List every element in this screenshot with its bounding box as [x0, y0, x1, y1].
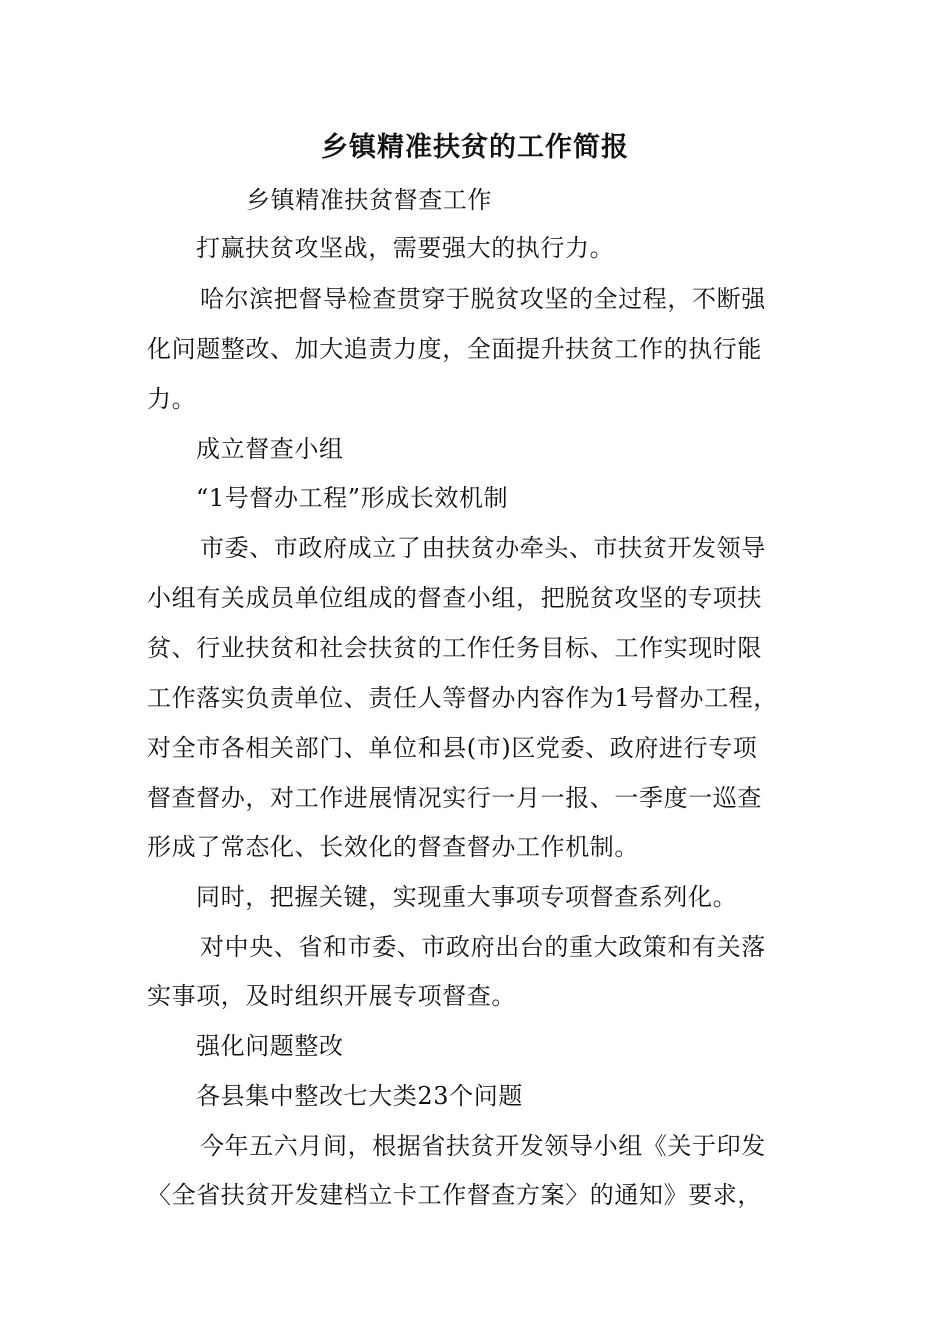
paragraph-line: 贫、行业扶贫和社会扶贫的工作任务目标、工作实现时限 — [147, 634, 762, 662]
paragraph-line: 对全市各相关部门、单位和县(市)区党委、政府进行专项 — [147, 734, 758, 762]
paragraph-line: 市委、市政府成立了由扶贫办牵头、市扶贫开发领导 — [200, 534, 766, 562]
paragraph-line: 今年五六月间，根据省扶贫开发领导小组《关于印发 — [200, 1132, 766, 1160]
paragraph-line: 小组有关成员单位组成的督查小组，把脱贫攻坚的专项扶 — [147, 584, 762, 612]
paragraph-line: 打赢扶贫攻坚战，需要强大的执行力。 — [196, 234, 615, 262]
section-heading: 成立督查小组 — [196, 435, 344, 463]
paragraph-line: 化问题整改、加大追责力度，全面提升扶贫工作的执行能 — [147, 335, 762, 363]
subtitle-line: 乡镇精准扶贫督查工作 — [246, 186, 492, 214]
section-heading: “1号督办工程”形成长效机制 — [196, 484, 509, 512]
paragraph-line: 哈尔滨把督导检查贯穿于脱贫攻坚的全过程，不断强 — [200, 285, 766, 313]
paragraph-line: 〈全省扶贫开发建档立卡工作督查方案〉的通知》要求， — [147, 1181, 762, 1209]
section-heading: 各县集中整改七大类23个问题 — [196, 1082, 523, 1110]
paragraph-line: 督查督办，对工作进展情况实行一月一报、一季度一巡查 — [147, 784, 762, 812]
paragraph-line: 工作落实负责单位、责任人等督办内容作为1号督办工程， — [147, 684, 778, 712]
paragraph-line: 对中央、省和市委、市政府出台的重大政策和有关落 — [200, 933, 766, 961]
paragraph-line: 实事项，及时组织开展专项督查。 — [147, 982, 516, 1010]
paragraph-line: 同时，把握关键，实现重大事项专项督查系列化。 — [196, 883, 738, 911]
paragraph-line: 形成了常态化、长效化的督查督办工作机制。 — [147, 833, 639, 861]
document-title: 乡镇精准扶贫的工作简报 — [321, 132, 629, 163]
paragraph-line: 力。 — [147, 385, 197, 413]
section-heading: 强化问题整改 — [196, 1032, 344, 1060]
